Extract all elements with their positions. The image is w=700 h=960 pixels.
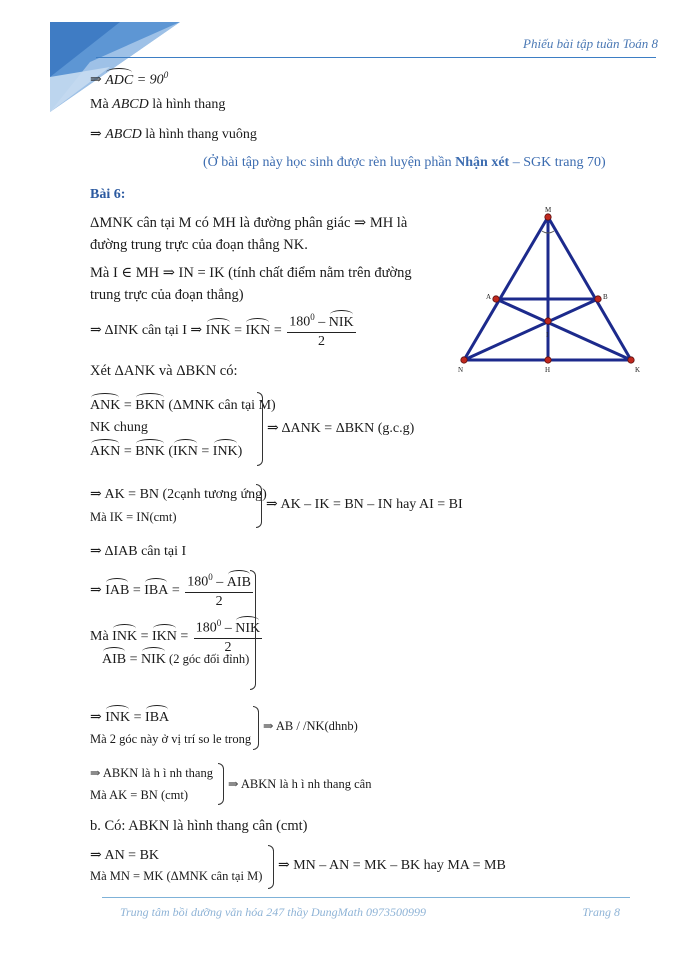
equals: =	[120, 398, 136, 413]
angle: AIB	[102, 652, 127, 667]
sys2-result: ⇒ AK – IK = BN – IN hay AI = BI	[266, 497, 463, 512]
footer-left-text: Trung tâm bồi dưỡng văn hóa 247 thầy DungMath 0973500999	[120, 905, 426, 919]
text: Mà	[90, 629, 113, 645]
sys5-row2: Mà AK = BN (cmt)	[90, 788, 189, 802]
triangle-figure	[450, 200, 660, 380]
angle: IKN	[245, 323, 271, 339]
equals: =	[176, 629, 192, 645]
equals: =	[130, 710, 146, 725]
angle: INK	[212, 444, 238, 459]
xet-line: Xét ΔANK và ΔBKN có:	[90, 363, 238, 379]
equals: =	[126, 652, 142, 667]
equals: =	[137, 629, 152, 645]
angle: NIK	[141, 652, 166, 667]
equals: =	[168, 583, 184, 599]
num: 180	[195, 620, 217, 636]
angle: IBA	[145, 710, 170, 725]
brace	[250, 570, 256, 690]
angle: BKN	[135, 398, 165, 413]
brace	[257, 392, 263, 466]
angle: IAB	[105, 583, 130, 599]
implies: ⇒	[90, 710, 106, 725]
implies: ⇒	[90, 583, 106, 599]
sys2-row2: Mà IK = IN(cmt)	[90, 510, 177, 524]
angle: AKN	[90, 444, 121, 459]
paragraph-1: ΔMNK cân tại M có MH là đường phân giác ⇒ MH là đường trung trực của đoạn thẳng NK.	[90, 215, 408, 253]
den: 2	[224, 639, 232, 655]
label-a: A	[486, 293, 492, 301]
text: là hình thang	[148, 97, 226, 112]
angle: IKN	[151, 629, 177, 645]
sys4-row1	[90, 709, 169, 726]
sys3-row1	[90, 572, 253, 610]
angle: AIB	[226, 574, 251, 590]
angle: NIK	[235, 620, 261, 636]
exercise-title: Bài 6:	[90, 187, 126, 202]
brace	[218, 763, 224, 805]
degree: 0	[216, 618, 222, 628]
num: 180	[187, 574, 209, 590]
header-divider	[96, 57, 656, 58]
den: 2	[215, 593, 223, 609]
num: 180	[289, 314, 311, 330]
brace	[253, 706, 259, 750]
note-text: (Ở bài tập này học sinh được rèn luyện phần	[203, 155, 456, 170]
text: ⇒ ΔINK cân tại I ⇒	[90, 323, 206, 339]
angle: BNK	[135, 444, 165, 459]
intro-line-1	[90, 70, 168, 89]
implies-symbol: ⇒	[90, 127, 106, 142]
angle: ANK	[90, 398, 121, 413]
angle: IBA	[144, 583, 169, 599]
equals: =	[270, 323, 286, 339]
label-k: K	[635, 366, 641, 374]
angle: NIK	[328, 314, 354, 330]
reason: (ΔMNK cân tại M)	[164, 398, 276, 413]
angle: IKN	[172, 444, 198, 459]
equals: =	[129, 583, 145, 599]
equals: =	[120, 444, 136, 459]
paragraph-3	[90, 312, 356, 350]
note-text: – SGK trang 70)	[509, 155, 606, 170]
sys2-row1: ⇒ AK = BN (2cạnh tương ứng)	[90, 487, 267, 502]
sys6-row1: ⇒ AN = BK	[90, 848, 160, 863]
intro-line-2	[90, 97, 225, 113]
minus: –	[314, 314, 329, 330]
intro-line-3	[90, 126, 257, 143]
page-number: Trang 8	[582, 905, 620, 919]
paren: )	[237, 444, 243, 459]
sys4-result: ⇒ AB / /NK(dhnb)	[263, 719, 358, 733]
equals-90: = 90	[133, 72, 164, 88]
label-i: I	[546, 331, 549, 339]
sys1-row3	[90, 444, 242, 460]
sys4-row2: Mà 2 góc này ở vị trí so le trong	[90, 732, 252, 746]
sys1-row2: NK chung	[90, 420, 148, 435]
angle: INK	[205, 323, 231, 339]
angle: INK	[105, 710, 131, 725]
sys1-result: ⇒ ΔANK = ΔBKN (g.c.g)	[267, 421, 415, 436]
sys3-row3	[102, 652, 249, 668]
paren: (	[164, 444, 173, 459]
sys6-row2: Mà MN = MK (ΔMNK cân tại M)	[90, 869, 263, 883]
part-b-line: b. Có: ABKN là hình thang cân (cmt)	[90, 818, 308, 834]
minus: –	[212, 574, 227, 590]
label-m: M	[545, 206, 552, 214]
sys5-row1: ⇒ ABKN là h ì nh thang	[90, 766, 213, 780]
brace	[268, 845, 274, 889]
implies-symbol: ⇒	[90, 72, 106, 88]
quad-name: ABCD	[112, 97, 149, 112]
note-line	[203, 155, 606, 171]
minus: –	[221, 620, 236, 636]
fraction	[287, 312, 355, 350]
den: 2	[317, 333, 325, 349]
degree: 0	[208, 572, 213, 582]
equals: =	[197, 444, 213, 459]
sys1-row1	[90, 398, 276, 414]
angle-adc: ADC	[105, 72, 134, 88]
fraction	[185, 572, 253, 610]
text: Mà	[90, 97, 113, 112]
sys5-result: ⇒ ABKN là h ì nh thang cân	[228, 777, 372, 791]
paragraph-2: Mà I ∈ MH ⇒ IN = IK (tính chất điểm nằm trên đường trung trực của đoạn thẳng)	[90, 265, 412, 303]
label-n: N	[458, 366, 464, 374]
label-h: H	[545, 366, 551, 374]
text: là hình thang vuông	[141, 127, 257, 142]
reason: (2 góc đối đỉnh)	[165, 652, 250, 666]
iab-line: ⇒ ΔIAB cân tại I	[90, 544, 187, 559]
equals: =	[230, 323, 246, 339]
quad-name: ABCD	[105, 127, 142, 142]
degree: 0	[310, 312, 315, 322]
angle: INK	[112, 629, 138, 645]
note-bold: Nhận xét	[455, 155, 510, 170]
brace	[256, 484, 262, 528]
degree-mark: 0	[163, 70, 169, 80]
header-title: Phiếu bài tập tuần Toán 8	[523, 36, 658, 51]
label-b: B	[603, 293, 608, 301]
footer-divider	[102, 897, 630, 898]
sys6-result: ⇒ MN – AN = MK – BK hay MA = MB	[278, 858, 506, 873]
